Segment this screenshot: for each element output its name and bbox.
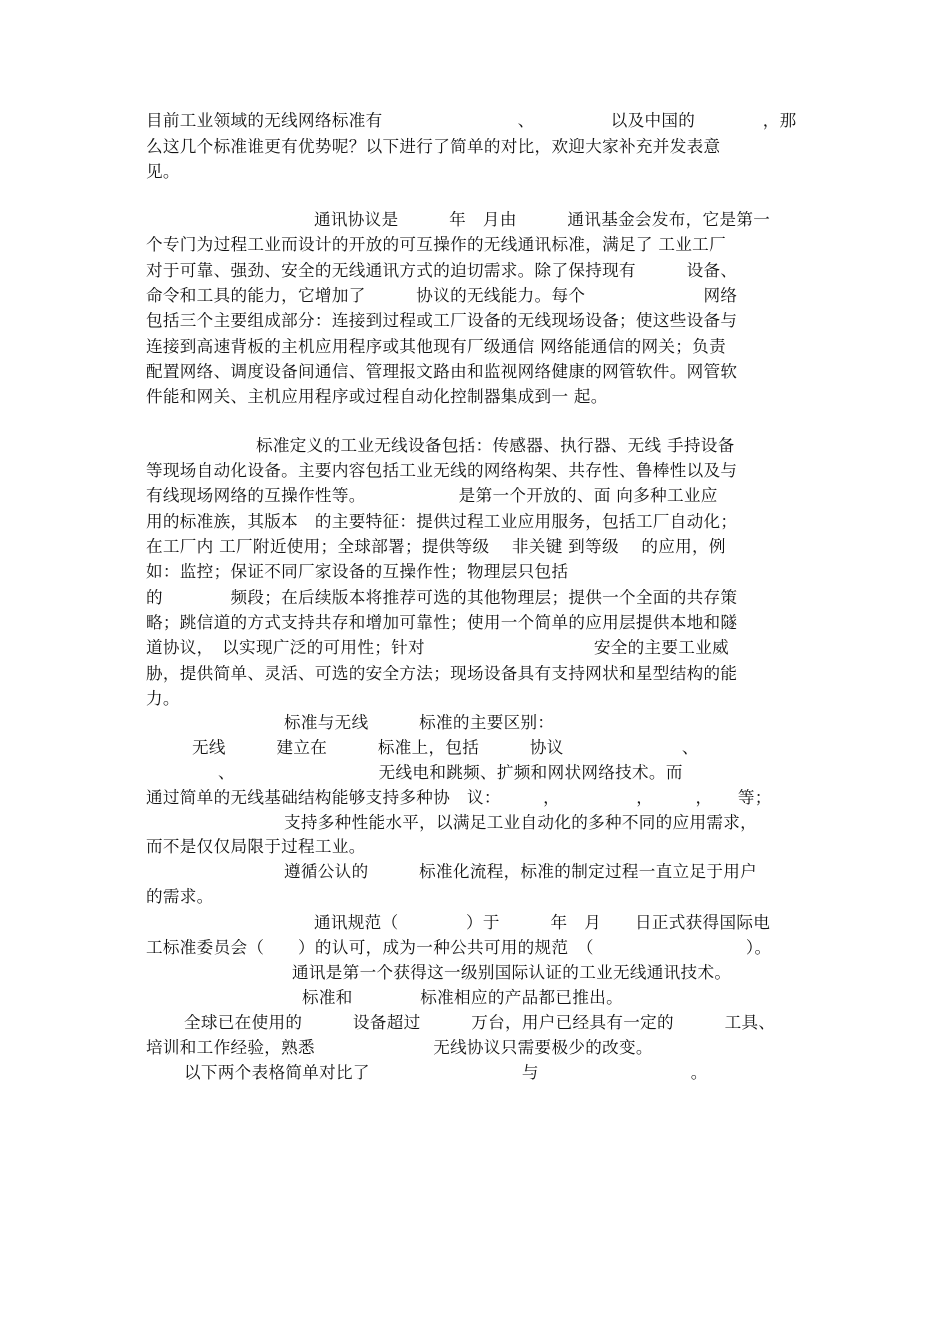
text-line: 在工厂内 工厂附近使用；全球部署；提供等级 非关键 到等级 的应用，例: [146, 537, 726, 556]
text-line: 胁，提供简单、灵活、可选的安全方法；现场设备具有支持网状和星型结构的能: [146, 664, 738, 683]
text-line: 通讯是第一个获得这一级别国际认证的工业无线通讯技术。: [292, 963, 732, 982]
text-line: 通过简单的无线基础结构能够支持多种协 议： ， ， ， 等；: [146, 788, 772, 807]
text-line: 的需求。: [146, 887, 214, 906]
text-line: 全球已在使用的 设备超过 万台，用户已经具有一定的 工具、: [184, 1013, 776, 1032]
text-line: 、 无线电和跳频、扩频和网状网络技术。而: [218, 763, 683, 782]
text-line: 连接到高速背板的主机应用程序或其他现有厂级通信 网络能通信的网关；负责: [146, 337, 726, 356]
text-line: 工标准委员会（ ）的认可，成为一种公共可用的规范 （ ）。: [146, 938, 772, 957]
text-line: 无线 建立在 标准上，包括 协议 、: [192, 738, 699, 757]
text-line: 包括三个主要组成部分：连接到过程或工厂设备的无线现场设备；使这些设备与: [146, 311, 738, 330]
text-line: 标准和 标准相应的产品都已推出。: [302, 988, 623, 1007]
text-line: 有线现场网络的互操作性等。 是第一个开放的、面 向多种工业应: [146, 486, 718, 505]
text-line: 命令和工具的能力，它增加了 协议的无线能力。每个 网络: [146, 286, 738, 305]
text-line: 配置网络、调度设备间通信、管理报文路由和监视网络健康的网管软件。网管软: [146, 362, 738, 381]
text-line: 么这几个标准谁更有优势呢？以下进行了简单的对比，欢迎大家补充并发表意: [146, 137, 721, 156]
text-line: 通讯协议是 年 月由 通讯基金会发布，它是第一: [314, 210, 771, 229]
text-line: 道协议， 以实现广泛的可用性；针对 安全的主要工业威: [146, 638, 729, 657]
text-line: 用的标准族，其版本 的主要特征：提供过程工业应用服务，包括工厂自动化；: [146, 512, 738, 531]
text-line: 个专门为过程工业而设计的开放的可互操作的无线通讯标准，满足了 工业工厂: [146, 235, 726, 254]
text-line: 通讯规范（ ）于 年 月 日正式获得国际电: [314, 913, 771, 932]
text-line: 而不是仅仅局限于过程工业。: [146, 837, 366, 856]
text-line: 力。: [146, 689, 180, 708]
text-line: 遵循公认的 标准化流程，标准的制定过程一直立足于用户: [284, 862, 758, 881]
text-line: 等现场自动化设备。主要内容包括工业无线的网络构架、共存性、鲁棒性以及与: [146, 461, 738, 480]
text-line: 对于可靠、强劲、安全的无线通讯方式的迫切需求。除了保持现有 设备、: [146, 261, 738, 280]
text-line: 的 频段；在后续版本将推荐可选的其他物理层；提供一个全面的共存策: [146, 588, 738, 607]
text-line: 支持多种性能水平，以满足工业自动化的多种不同的应用需求，: [284, 813, 758, 832]
text-line: 目前工业领域的无线网络标准有 、 以及中国的 ，那: [146, 111, 797, 130]
text-line: 见。: [146, 162, 180, 181]
text-line: 略；跳信道的方式支持共存和增加可靠性；使用一个简单的应用层提供本地和隧: [146, 613, 738, 632]
text-line: 件能和网关、主机应用程序或过程自动化控制器集成到一 起。: [146, 387, 608, 406]
text-line: 如：监控；保证不同厂家设备的互操作性；物理层只包括: [146, 562, 569, 581]
text-line: 以下两个表格简单对比了 与 。: [184, 1063, 708, 1082]
text-line: 标准定义的工业无线设备包括：传感器、执行器、无线 手持设备: [256, 436, 735, 455]
text-line: 标准与无线 标准的主要区别：: [284, 713, 555, 732]
text-line: 培训和工作经验，熟悉 无线协议只需要极少的改变。: [146, 1038, 653, 1057]
